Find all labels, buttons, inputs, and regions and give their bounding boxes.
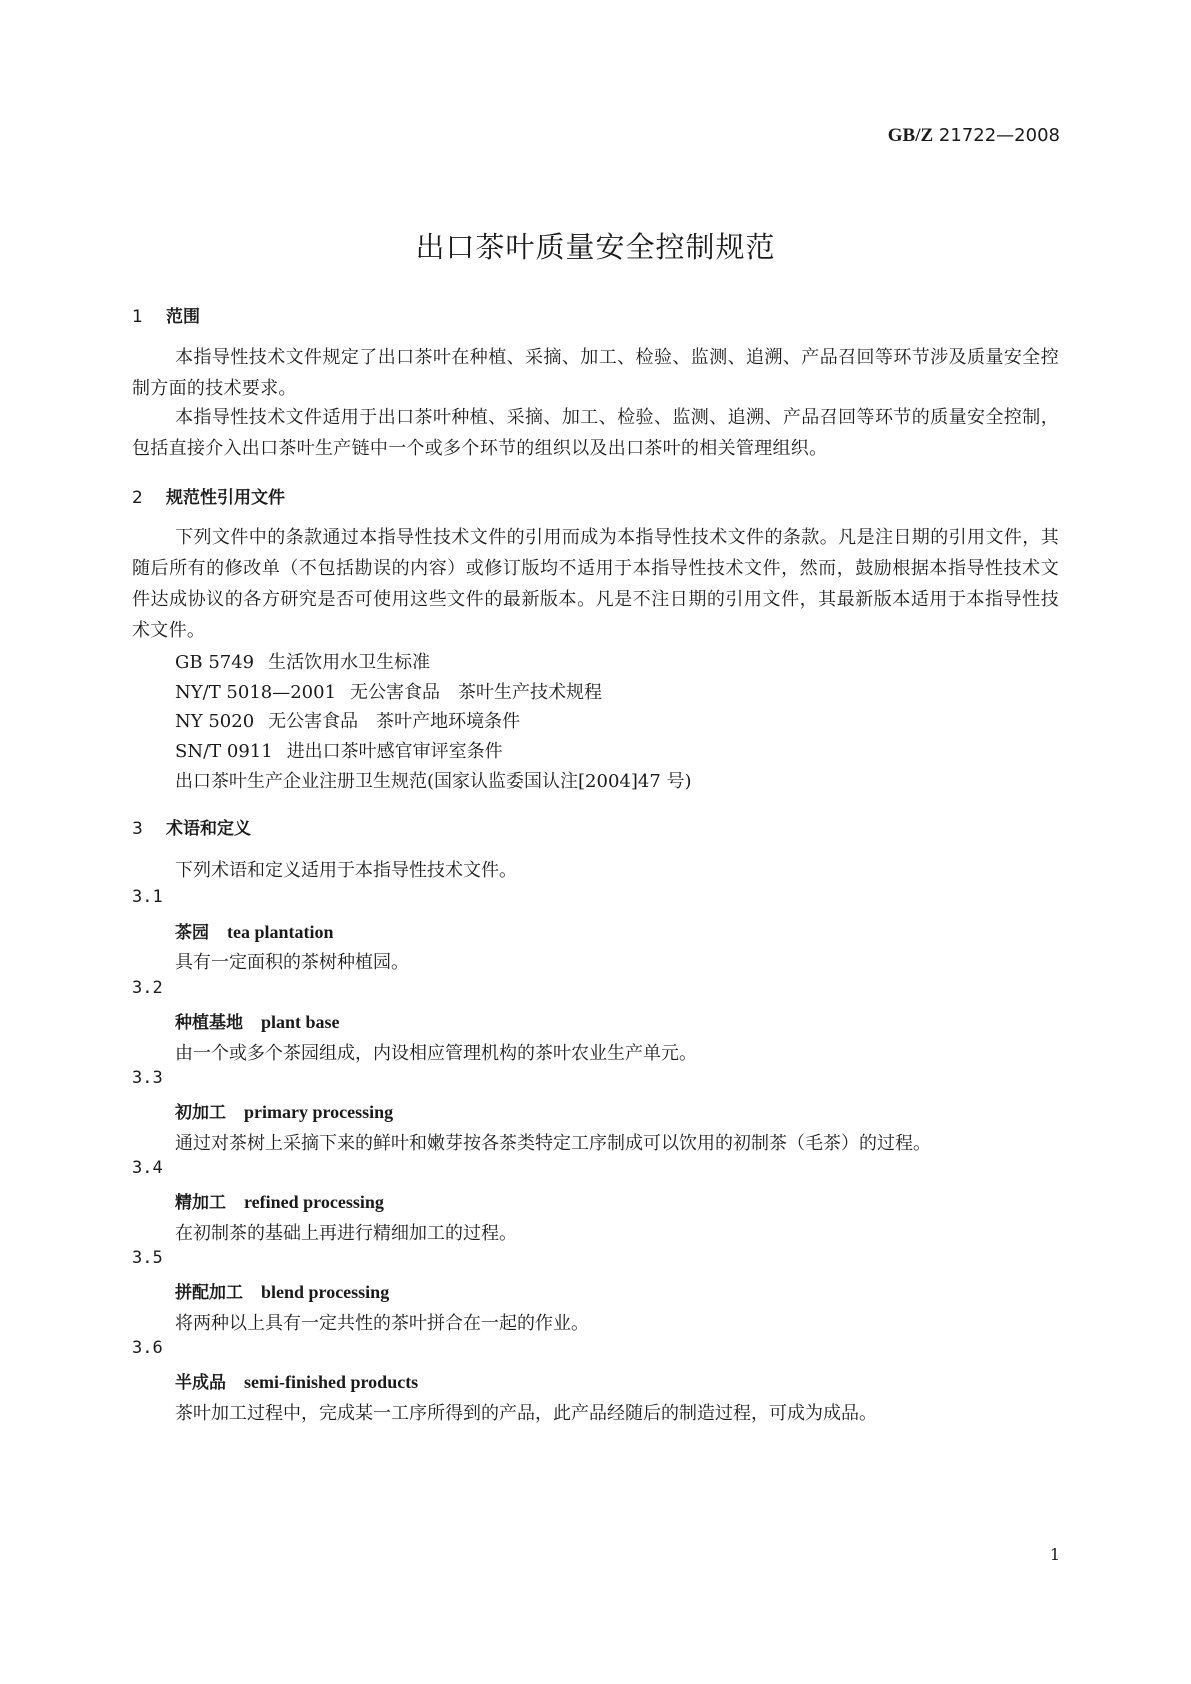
term-heading [175,1278,389,1303]
term-definition: 茶叶加工过程中，完成某一工序所得到的产品，此产品经随后的制造过程，可成为成品。 [175,1403,877,1424]
term-english: tea plantation [227,922,334,942]
section-1-paragraph-1 [132,342,1059,404]
term-definition: 具有一定面积的茶树种植园。 [175,952,409,973]
reference-name: 出口茶叶生产企业注册卫生规范(国家认监委国认注[2004]47 号) [175,771,692,792]
section-heading-2 [132,483,285,508]
term-chinese: 种植基地 [175,1013,243,1033]
paragraph-text: 本指导性技术文件规定了出口茶叶在种植、采摘、加工、检验、监测、追溯、产品召回等环节涉及质量安全控制方面的技术要求。 [132,347,1059,399]
standard-number [888,125,1060,147]
reference-code: SN/T 0911 [175,741,273,762]
standard-code: 21722—2008 [938,125,1060,146]
section-heading-3 [132,814,251,839]
section-1-paragraph-2 [132,402,1059,464]
reference-code: NY/T 5018—2001 [175,682,337,703]
reference-name: 进出口茶叶感官审评室条件 [286,741,503,762]
term-number: 3.2 [132,978,163,998]
term-number: 3.5 [132,1248,163,1268]
term-heading [175,1188,384,1213]
term-chinese: 精加工 [175,1193,226,1213]
term-chinese: 拼配加工 [175,1283,243,1303]
document-title: 出口茶叶质量安全控制规范 [415,230,776,264]
paragraph-text: 下列文件中的条款通过本指导性技术文件的引用而成为本指导性技术文件的条款。凡是注日期的引用文件，其随后所有的修改单（不包括勘误的内容）或修订版均不适用于本指导性技术文件，然而，鼓励根据本指导性技术文件达成协议的各方研究是否可使用这些文件的最新版本。凡是不注日期的引用文件，其最新版本适用于本指导性技术文件。 [132,527,1059,641]
paragraph-text: 本指导性技术文件适用于出口茶叶种植、采摘、加工、检验、监测、追溯、产品召回等环节的质量安全控制，包括直接介入出口茶叶生产链中一个或多个环节的组织以及出口茶叶的相关管理组织。 [132,407,1059,459]
term-english: refined processing [244,1192,384,1212]
term-heading [175,1098,393,1123]
section-2-paragraph-1 [132,522,1059,646]
section-title: 规范性引用文件 [166,488,285,508]
term-heading [175,1368,418,1393]
reference-code: NY 5020 [175,711,255,732]
reference-name: 无公害食品 茶叶产地环境条件 [268,711,521,732]
term-chinese: 茶园 [175,923,209,943]
term-number: 3.6 [132,1338,163,1358]
term-definition: 将两种以上具有一定共性的茶叶拼合在一起的作业。 [175,1313,589,1334]
term-english: blend processing [261,1282,390,1302]
section-title: 术语和定义 [166,819,251,839]
reference-name: 无公害食品 茶叶生产技术规程 [350,682,603,703]
section-title: 范围 [166,307,200,327]
term-number: 3.3 [132,1068,163,1088]
term-definition: 在初制茶的基础上再进行精细加工的过程。 [175,1223,517,1244]
section-number: 3 [132,819,143,839]
term-number: 3.1 [132,887,163,907]
reference-name: 生活饮用水卫生标准 [268,652,431,673]
term-english: semi-finished products [244,1372,419,1392]
term-heading [175,918,334,943]
term-definition: 通过对茶树上采摘下来的鲜叶和嫩芽按各茶类特定工序制成可以饮用的初制茶（毛茶）的过程。 [175,1133,931,1154]
section-heading-1 [132,302,200,327]
reference-item [175,707,520,733]
term-chinese: 半成品 [175,1373,226,1393]
reference-item [175,678,602,704]
term-heading [175,1008,340,1033]
term-english: primary processing [244,1102,394,1122]
page-number: 1 [1049,1545,1060,1564]
term-english: plant base [261,1012,340,1032]
term-definition: 由一个或多个茶园组成，内设相应管理机构的茶叶农业生产单元。 [175,1043,697,1064]
reference-item [175,767,692,793]
reference-item [175,737,503,763]
term-number: 3.4 [132,1158,163,1178]
term-chinese: 初加工 [175,1103,226,1123]
section-number: 1 [132,307,143,327]
standard-prefix: GB/Z [887,125,934,146]
reference-item [175,648,430,674]
section-number: 2 [132,488,143,508]
reference-code: GB 5749 [175,652,255,673]
section-3-intro: 下列术语和定义适用于本指导性技术文件。 [175,860,517,881]
